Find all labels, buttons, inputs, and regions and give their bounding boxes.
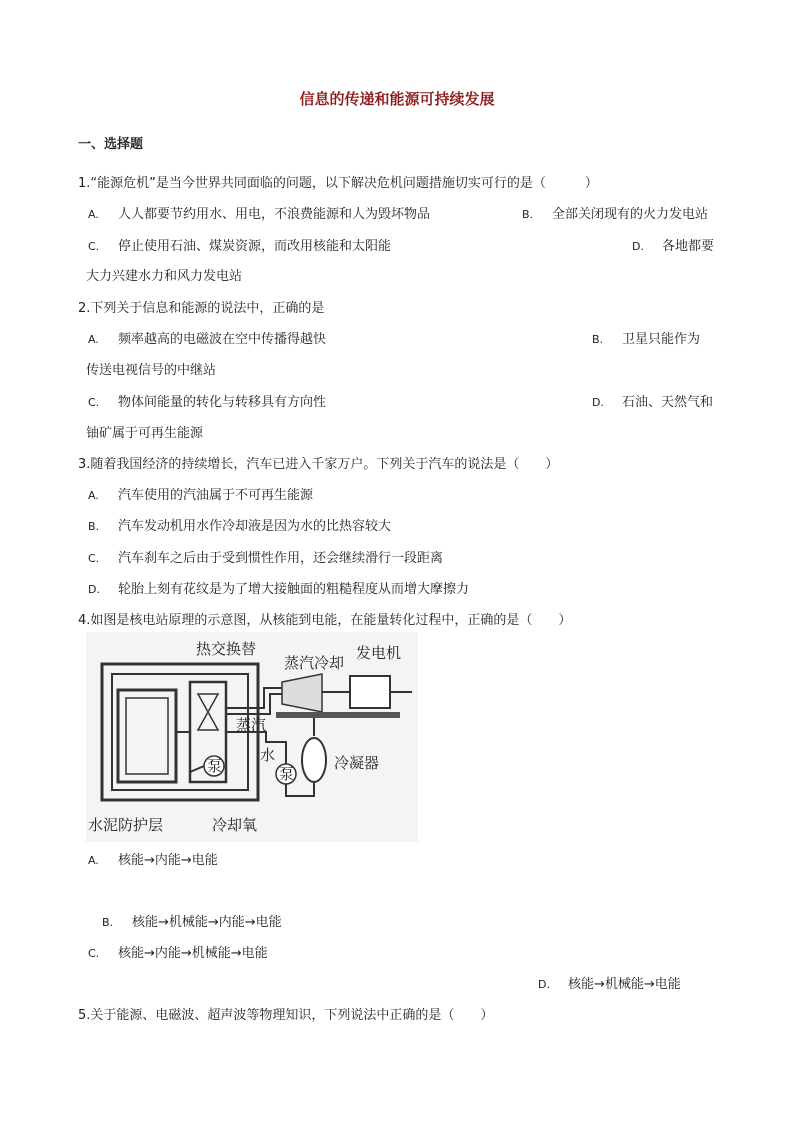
option-label: C. [88, 552, 100, 565]
label-generator: 发电机 [356, 644, 402, 662]
label-steam-cooling: 蒸汽冷却 [284, 654, 345, 672]
option-text: 核能→机械能→内能→电能 [132, 915, 282, 930]
q4-option-a[interactable] [88, 849, 218, 868]
option-text: 人人都要节约用水、用电，不浪费能源和人为毁坏物品 [118, 207, 431, 222]
q2-option-b[interactable] [592, 328, 700, 347]
page-title: 信息的传递和能源可持续发展 [299, 90, 495, 108]
label-cooling: 冷却氧 [212, 816, 258, 834]
section-heading: 一、选择题 [78, 137, 144, 152]
label-heat-exchanger: 热交换替 [196, 640, 257, 658]
q3-option-d[interactable] [88, 578, 469, 597]
q4-option-b[interactable] [102, 911, 282, 930]
option-text: 频率越高的电磁波在空中传播得越快 [118, 332, 327, 347]
option-label: B. [88, 520, 100, 533]
q2-option-a[interactable] [88, 328, 326, 347]
option-text: 核能→内能→机械能→电能 [118, 946, 268, 961]
option-label: B. [592, 333, 604, 346]
label-concrete-shield: 水泥防护层 [88, 816, 164, 834]
q3-option-a[interactable] [88, 484, 313, 503]
q4-option-d[interactable] [538, 973, 681, 992]
option-label: A. [88, 333, 99, 346]
q3-option-c[interactable] [88, 547, 443, 566]
q2-option-d[interactable] [592, 391, 713, 410]
question-5-stem: 5.关于能源、电磁波、超声波等物理知识，下列说法中正确的是（ ） [78, 1008, 494, 1023]
q2-option-b-continued: 传送电视信号的中继站 [86, 363, 217, 378]
label-condenser: 冷凝器 [334, 754, 380, 772]
question-4-stem: 4.如图是核电站原理的示意图，从核能到电能，在能量转化过程中，正确的是（ ） [78, 613, 572, 628]
option-label: A. [88, 208, 99, 221]
option-label: B. [522, 208, 534, 221]
q4-option-c[interactable] [88, 942, 268, 961]
option-label: A. [88, 489, 99, 502]
option-text: 石油、天然气和 [622, 395, 714, 410]
option-label: D. [88, 583, 100, 596]
option-text: 汽车使用的汽油属于不可再生能源 [118, 488, 314, 503]
q1-option-d-continued: 大力兴建水力和风力发电站 [86, 269, 243, 284]
label-pump-2: 泵 [279, 765, 295, 783]
option-text: 各地都要 [662, 239, 715, 254]
option-label: D. [592, 396, 604, 409]
option-label: B. [102, 916, 114, 929]
option-text: 停止使用石油、煤炭资源，而改用核能和太阳能 [118, 239, 392, 254]
q1-option-a[interactable] [88, 203, 430, 222]
q1-option-d[interactable] [632, 235, 714, 254]
question-3-stem: 3.随着我国经济的持续增长，汽车已进入千家万户。下列关于汽车的说法是（ ） [78, 457, 559, 472]
option-text: 物体间能量的转化与转移具有方向性 [118, 395, 327, 410]
nuclear-plant-diagram [86, 632, 418, 842]
option-label: D. [632, 240, 644, 253]
label-steam: 蒸汽 [236, 716, 267, 734]
option-text: 核能→内能→电能 [118, 853, 218, 868]
q2-option-c[interactable] [88, 391, 326, 410]
option-label: C. [88, 240, 100, 253]
label-pump-1: 泵 [207, 757, 223, 775]
q3-option-b[interactable] [88, 515, 391, 534]
question-1-stem: 1.“能源危机”是当今世界共同面临的问题，以下解决危机问题措施切实可行的是（ ） [78, 176, 598, 191]
option-label: C. [88, 396, 100, 409]
label-water: 水 [260, 746, 276, 764]
option-text: 核能→机械能→电能 [568, 977, 681, 992]
option-text: 汽车发动机用水作冷却液是因为水的比热容较大 [118, 519, 392, 534]
q1-option-c[interactable] [88, 235, 391, 254]
q1-option-b[interactable] [522, 203, 708, 222]
q2-option-d-continued: 铀矿属于可再生能源 [86, 426, 204, 441]
option-label: C. [88, 947, 100, 960]
option-text: 轮胎上刻有花纹是为了增大接触面的粗糙程度从而增大摩擦力 [118, 582, 470, 597]
nuclear-plant-svg [86, 632, 418, 842]
option-text: 全部关闭现有的火力发电站 [552, 207, 709, 222]
option-text: 汽车刹车之后由于受到惯性作用，还会继续滑行一段距离 [118, 551, 444, 566]
question-2-stem: 2.下列关于信息和能源的说法中，正确的是 [78, 301, 325, 316]
option-label: D. [538, 978, 550, 991]
option-text: 卫星只能作为 [622, 332, 701, 347]
option-label: A. [88, 854, 99, 867]
